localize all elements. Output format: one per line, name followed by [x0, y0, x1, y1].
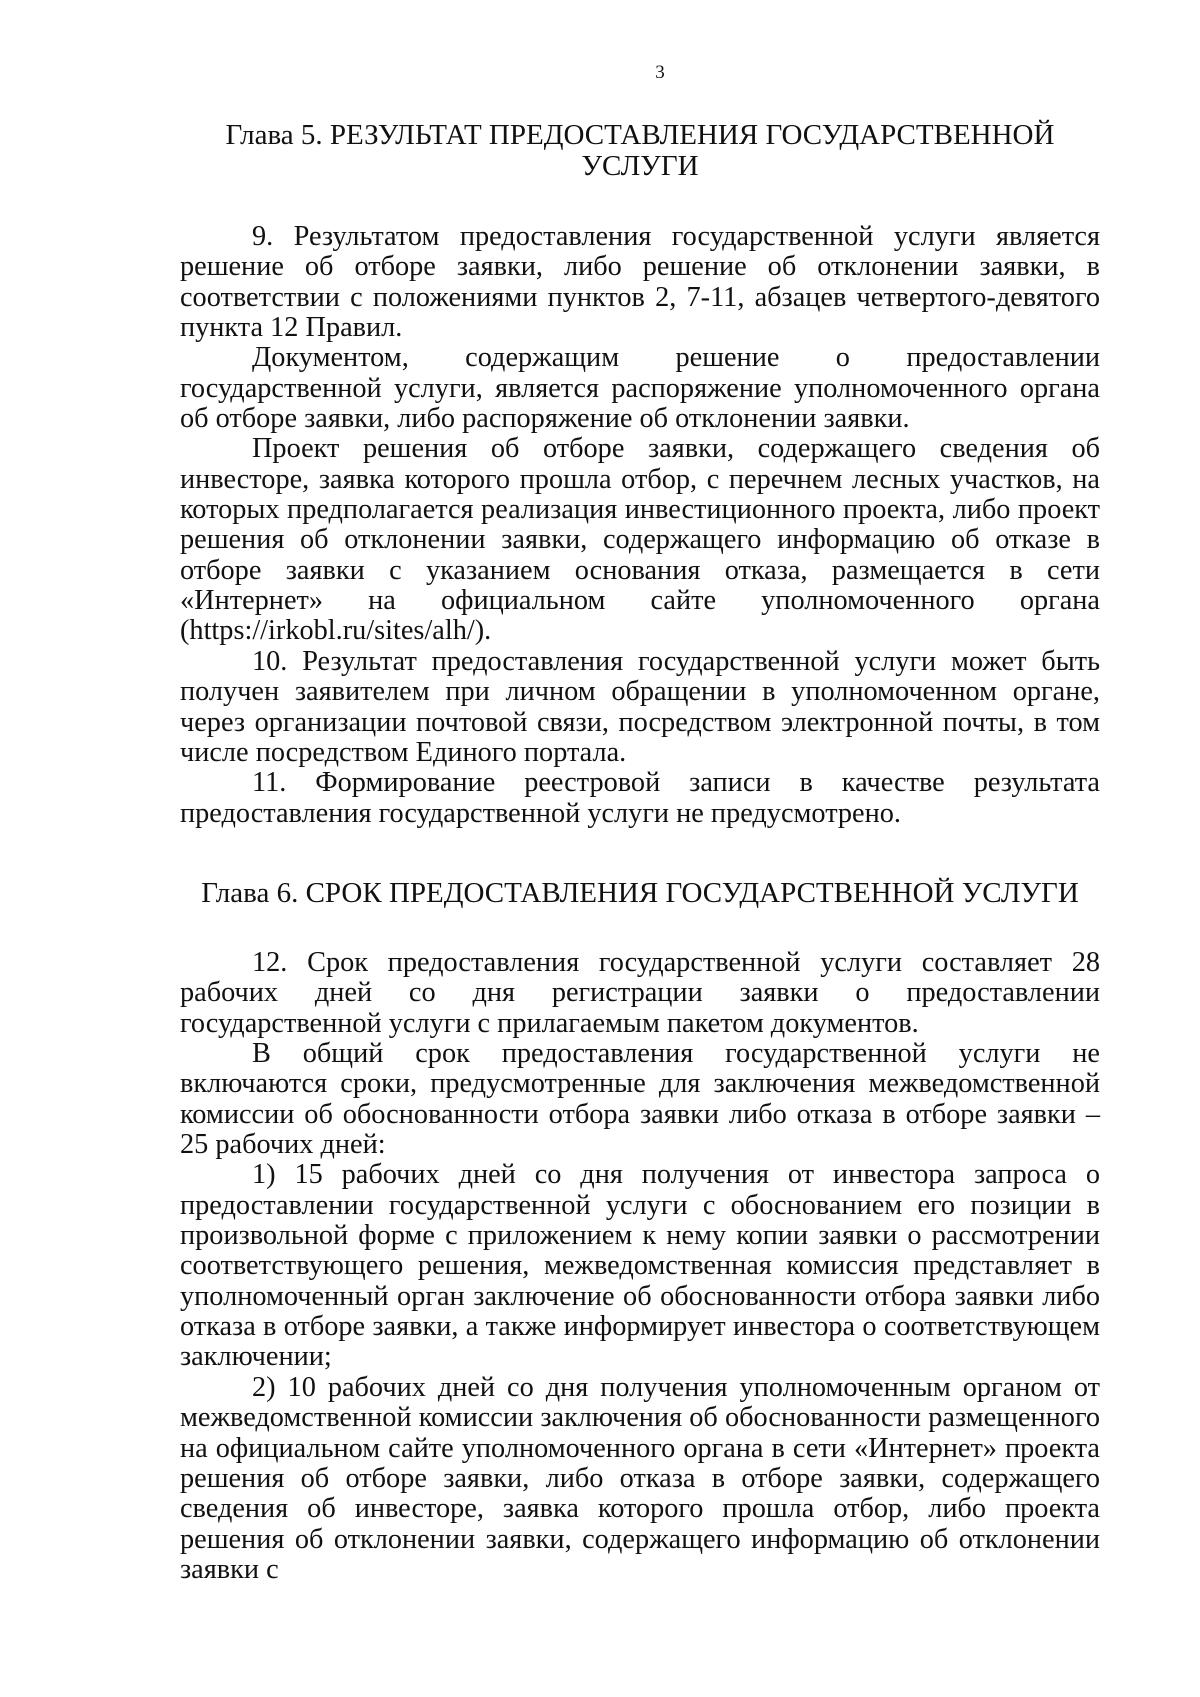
- chapter-6-heading: Глава 6. СРОК ПРЕДОСТАВЛЕНИЯ ГОСУДАРСТВЕННОЙ УСЛУГИ: [201, 877, 1079, 909]
- chapter-5-heading-line-2: УСЛУГИ: [581, 150, 699, 182]
- paragraph-9: 9. Результатом предоставления государственной услуги является решение об отборе заявки, либо решение об отклонении заявки, в соответствии с положениями пунктов 2, 7-11, абзацев четвертого-девятого пункта 12 Правил.: [180, 221, 1100, 344]
- paragraph-12: 12. Срок предоставления государственной услуги составляет 28 рабочих дней со дня регистрации заявки о предоставлении государственной услуги с прилагаемым пакетом документов.: [180, 947, 1100, 1039]
- chapter-5-body: [180, 222, 1100, 829]
- list-item-1: 1) 15 рабочих дней со дня получения от инвестора запроса о предоставлении государственной услуги с обоснованием его позиции в произвольной форме с приложением к нему копии заявки о рассмотрении соответствующего решения, межведомственная комиссия представляет в уполномоченный орган заключение об обоснованности отбора заявки либо отказа в отборе заявки, а также информирует инвестора о соответствующем заключении;: [180, 1159, 1100, 1373]
- chapter-5-heading: [180, 120, 1100, 182]
- paragraph-10: 10. Результат предоставления государственной услуги может быть получен заявителем при личном обращении в уполномоченном органе, через организации почтовой связи, посредством электронной почты, в том числе посредством Единого портала.: [180, 645, 1100, 768]
- paragraph-total-term: В общий срок предоставления государственной услуги не включаются сроки, предусмотренные для заключения межведомственной комиссии об обоснованности отбора заявки либо отказа в отборе заявки – 25 рабочих дней:: [180, 1038, 1100, 1161]
- chapter-5-heading-line-1: Глава 5. РЕЗУЛЬТАТ ПРЕДОСТАВЛЕНИЯ ГОСУДАРСТВЕННОЙ: [225, 119, 1055, 151]
- page-number: 3: [655, 62, 665, 83]
- paragraph-draft-decision: Проект решения об отборе заявки, содержащего сведения об инвесторе, заявка которого прошла отбор, с перечнем лесных участков, на которых предполагается реализация инвестиционного проекта, либо проект решения об отклонении заявки, содержащего информацию об отказе в отборе заявки с указанием основания отказа, размещается в сети «Интернет» на официальном сайте уполномоченного органа (https://irkobl.ru/sites/alh/).: [180, 433, 1100, 647]
- paragraph-11: 11. Формирование реестровой записи в качестве результата предоставления государственной услуги не предусмотрено.: [180, 767, 1100, 829]
- list-item-2: 2) 10 рабочих дней со дня получения уполномоченным органом от межведомственной комиссии заключения об обоснованности размещенного на официальном сайте уполномоченного органа в сети «Интернет» проекта решения об отборе заявки, либо отказа в отборе заявки, содержащего сведения об инвесторе, заявка которого прошла отбор, либо проекта решения об отклонении заявки, содержащего информацию об отклонении заявки с: [180, 1371, 1100, 1585]
- chapter-6-body: [180, 948, 1100, 1585]
- paragraph-document: Документом, содержащим решение о предоставлении государственной услуги, является распоряжение уполномоченного органа об отборе заявки, либо распоряжение об отклонении заявки.: [180, 342, 1100, 435]
